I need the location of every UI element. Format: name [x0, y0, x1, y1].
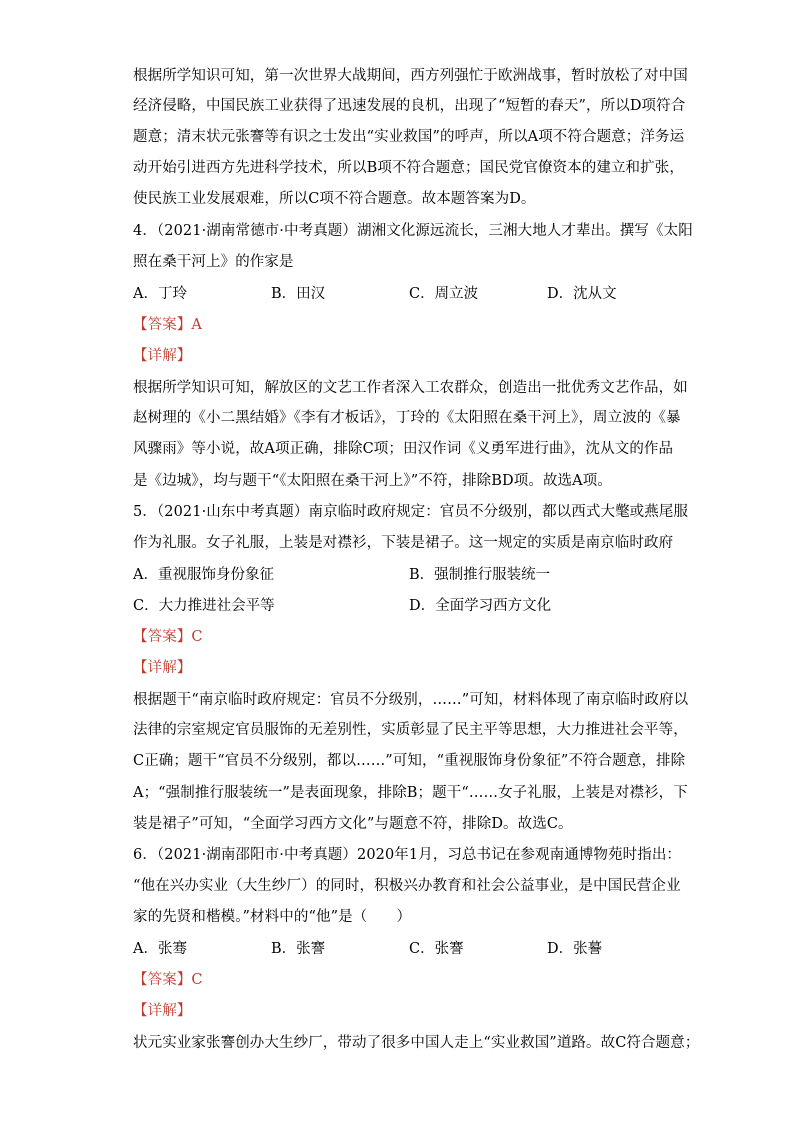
paragraph-line: 动开始引进西方先进科学技术，所以B项不符合题意；国民党官僚资本的建立和扩张， — [133, 160, 684, 176]
q6-option-c: C．张謇 — [409, 941, 464, 957]
answer-label: 【答案】 — [133, 972, 192, 988]
answer-value: C — [191, 629, 203, 645]
question-4-stem: 照在桑干河上》的作家是 — [133, 254, 294, 270]
q4-option-a: A．丁玲 — [133, 286, 187, 302]
q4-answer — [133, 315, 202, 335]
detail-label: 【详解】 — [133, 660, 192, 676]
answer-value: C — [191, 972, 203, 988]
q6-option-d: D．张謩 — [547, 941, 603, 957]
q4-option-b: B．田汉 — [271, 286, 326, 302]
q4-detail-label — [133, 346, 191, 366]
q5-detail-label — [133, 658, 191, 678]
q6-option-b: B．张謇 — [271, 941, 326, 957]
q5-option-c: C．大力推进社会平等 — [133, 598, 275, 614]
q4-option-d: D．沈从文 — [547, 286, 617, 302]
paragraph-line: 状元实业家张謇创办大生纱厂，带动了很多中国人走上“实业救国”道路。故C符合题意； — [133, 1035, 700, 1051]
q4-option-c: C．周立波 — [409, 286, 479, 302]
paragraph-line: C正确；题干“官员不分级别，都以……”可知，“重视服饰身份象征”不符合题意，排除 — [133, 753, 686, 769]
answer-value: A — [191, 317, 202, 333]
q5-answer — [133, 627, 203, 647]
answer-label: 【答案】 — [133, 629, 192, 645]
paragraph-line: 装是裙子”可知，“全面学习西方文化”与题意不符，排除D。故选C。 — [133, 816, 573, 832]
paragraph-line: 经济侵略，中国民族工业获得了迅速发展的良机，出现了“短暂的春天”，所以D项符合 — [133, 98, 686, 114]
question-6-stem: 家的先贤和楷模。”材料中的“他”是（ ） — [133, 909, 412, 925]
paragraph-line: 题意；清末状元张謇等有识之士发出“实业救国”的呼声，所以A项不符合题意；洋务运 — [133, 129, 685, 145]
paragraph-line: 根据题干“南京临时政府规定：官员不分级别，……”可知，材料体现了南京临时政府以 — [133, 692, 689, 708]
paragraph-line: 根据所学知识可知，第一次世界大战期间，西方列强忙于欧洲战事，暂时放松了对中国 — [133, 68, 688, 84]
q5-option-a: A．重视服饰身份象征 — [133, 567, 274, 583]
paragraph-line: 根据所学知识可知，解放区的文艺工作者深入工农群众，创造出一批优秀文艺作品，如 — [133, 380, 688, 396]
q6-answer — [133, 970, 203, 990]
question-5-stem: 作为礼服。女子礼服，上装是对襟衫，下装是裙子。这一规定的实质是南京临时政府 — [133, 535, 674, 551]
q5-option-b: B．强制推行服装统一 — [409, 567, 551, 583]
question-6-stem: “他在兴办实业（大生纱厂）的同时，积极兴办教育和社会公益事业，是中国民营企业 — [133, 878, 681, 894]
question-5-stem: 5．（2021·山东中考真题）南京临时政府规定：官员不分级别，都以西式大氅或燕尾服 — [133, 504, 689, 520]
paragraph-line: 使民族工业发展艰难，所以C项不符合题意。故本题答案为D。 — [133, 191, 536, 207]
q6-option-a: A．张骞 — [133, 941, 187, 957]
q6-detail-label — [133, 1001, 191, 1021]
paragraph-line: 风骤雨》等小说，故A项正确，排除C项；田汉作词《义勇军进行曲》，沈从文的作品 — [133, 441, 674, 457]
answer-label: 【答案】 — [133, 317, 192, 333]
paragraph-line: A；“强制推行服装统一”是表面现象，排除B；题干“……女子礼服，上装是对襟衫，下 — [133, 785, 688, 801]
paragraph-line: 赵树理的《小二黑结婚》《李有才板话》，丁玲的《太阳照在桑干河上》，周立波的《暴 — [133, 410, 681, 426]
detail-label: 【详解】 — [133, 348, 192, 364]
question-6-stem: 6．（2021·湖南邵阳市·中考真题）2020年1月，习总书记在参观南通博物苑时指出： — [133, 847, 682, 863]
paragraph-line: 法律的宗室规定官员服饰的无差别性，实质彰显了民主平等思想，大力推进社会平等， — [133, 722, 688, 738]
question-4-stem: 4．（2021·湖南常德市·中考真题）湖湘文化源远流长，三湘大地人才辈出。撰写《太阳 — [133, 223, 693, 239]
q5-option-d: D．全面学习西方文化 — [409, 598, 552, 614]
paragraph-line: 是《边城》，均与题干“《太阳照在桑干河上》”不符，排除BD项。故选A项。 — [133, 473, 612, 489]
detail-label: 【详解】 — [133, 1003, 192, 1019]
